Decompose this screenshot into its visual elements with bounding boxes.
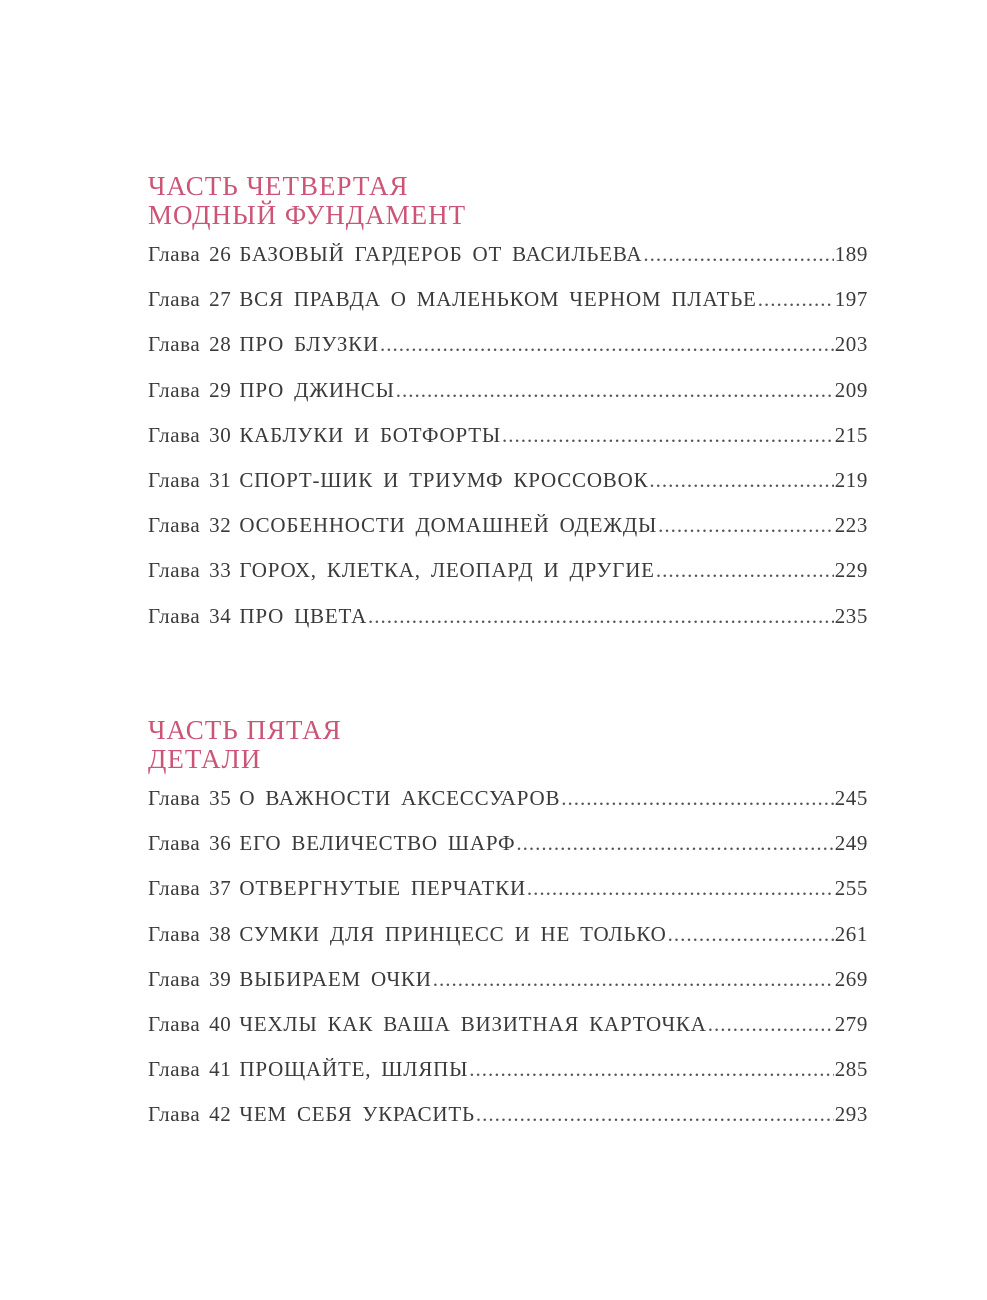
- chapter-title: О ВАЖНОСТИ АКСЕССУАРОВ: [239, 786, 561, 810]
- dot-leader: [476, 1092, 834, 1137]
- part-heading-line1: ЧАСТЬ ПЯТАЯ: [148, 715, 342, 745]
- page-number: 269: [834, 966, 868, 991]
- part-four-section: [148, 172, 868, 639]
- dot-leader: [708, 1002, 834, 1047]
- page-number: 229: [834, 558, 868, 583]
- chapter-number: Глава 40: [148, 1011, 232, 1036]
- chapter-number: Глава 30: [148, 422, 232, 447]
- chapter-title: КАБЛУКИ И БОТФОРТЫ: [239, 422, 501, 447]
- chapter-number: Глава 42: [148, 1102, 232, 1127]
- page-number: 223: [834, 513, 868, 538]
- dot-leader: [656, 548, 834, 593]
- chapter-number: Глава 26: [148, 242, 232, 266]
- toc-entry[interactable]: [148, 1047, 868, 1092]
- toc-entry[interactable]: [148, 594, 868, 639]
- page-number: 249: [834, 831, 868, 856]
- dot-leader: [516, 821, 833, 866]
- toc-entry[interactable]: [148, 458, 868, 503]
- toc-entry[interactable]: [148, 503, 868, 548]
- toc-entry[interactable]: [148, 322, 868, 367]
- dot-leader: [433, 957, 834, 1002]
- chapter-number: Глава 27: [148, 287, 232, 312]
- toc-entry[interactable]: [148, 1092, 868, 1137]
- page-number: 235: [834, 603, 868, 628]
- chapter-number: Глава 41: [148, 1057, 232, 1082]
- toc-entry[interactable]: [148, 776, 868, 821]
- page-number: 293: [834, 1102, 868, 1127]
- part-heading-line1: ЧАСТЬ ЧЕТВЕРТАЯ: [148, 171, 409, 201]
- chapter-title: СУМКИ ДЛЯ ПРИНЦЕСС И НЕ ТОЛЬКО: [239, 921, 667, 946]
- part-heading-line2: МОДНЫЙ ФУНДАМЕНТ: [148, 200, 467, 230]
- part-heading: [148, 716, 868, 774]
- chapter-title: ПРО ДЖИНСЫ: [239, 377, 395, 402]
- toc-entry[interactable]: [148, 232, 868, 277]
- chapter-number: Глава 31: [148, 467, 232, 492]
- page-number: 215: [834, 422, 868, 447]
- part-five-section: [148, 716, 868, 1138]
- chapter-title: ЧЕХЛЫ КАК ВАША ВИЗИТНАЯ КАРТОЧКА: [239, 1011, 707, 1036]
- chapter-list: [148, 232, 868, 639]
- dot-leader: [758, 277, 834, 322]
- dot-leader: [502, 413, 834, 458]
- part-heading-line2: ДЕТАЛИ: [148, 744, 262, 774]
- dot-leader: [368, 594, 834, 639]
- toc-entry[interactable]: [148, 1002, 868, 1047]
- toc-entry[interactable]: [148, 368, 868, 413]
- dot-leader: [658, 503, 834, 548]
- toc-entry[interactable]: [148, 866, 868, 911]
- chapter-number: Глава 28: [148, 332, 232, 357]
- page-number: 189: [834, 242, 868, 266]
- toc-entry[interactable]: [148, 413, 868, 458]
- page-number: 261: [834, 921, 868, 946]
- chapter-title: ПРОЩАЙТЕ, ШЛЯПЫ: [239, 1057, 469, 1082]
- toc-entry[interactable]: [148, 957, 868, 1002]
- chapter-number: Глава 35: [148, 786, 232, 810]
- dot-leader: [643, 232, 833, 277]
- page-number: 285: [834, 1057, 868, 1082]
- page-number: 255: [834, 876, 868, 901]
- chapter-title: БАЗОВЫЙ ГАРДЕРОБ ОТ ВАСИЛЬЕВА: [239, 242, 643, 266]
- chapter-title: ГОРОХ, КЛЕТКА, ЛЕОПАРД И ДРУГИЕ: [239, 558, 655, 583]
- dot-leader: [561, 776, 833, 821]
- dot-leader: [668, 912, 834, 957]
- chapter-title: СПОРТ-ШИК И ТРИУМФ КРОССОВОК: [239, 467, 649, 492]
- chapter-title: ОСОБЕННОСТИ ДОМАШНЕЙ ОДЕЖДЫ: [239, 513, 658, 538]
- chapter-title: ПРО ЦВЕТА: [239, 603, 368, 628]
- page-number: 203: [834, 332, 868, 357]
- page-number: 245: [834, 786, 868, 810]
- chapter-title: ВЫБИРАЕМ ОЧКИ: [239, 966, 432, 991]
- toc-entry[interactable]: [148, 548, 868, 593]
- dot-leader: [469, 1047, 833, 1092]
- chapter-number: Глава 36: [148, 831, 232, 856]
- chapter-number: Глава 34: [148, 603, 232, 628]
- chapter-number: Глава 38: [148, 921, 232, 946]
- page-number: 197: [834, 287, 868, 312]
- dot-leader: [396, 368, 834, 413]
- chapter-title: ЕГО ВЕЛИЧЕСТВО ШАРФ: [239, 831, 516, 856]
- chapter-list: [148, 776, 868, 1138]
- chapter-number: Глава 29: [148, 377, 232, 402]
- chapter-number: Глава 32: [148, 513, 232, 538]
- chapter-number: Глава 33: [148, 558, 232, 583]
- part-heading: [148, 172, 868, 230]
- chapter-title: ПРО БЛУЗКИ: [239, 332, 379, 357]
- chapter-title: ЧЕМ СЕБЯ УКРАСИТЬ: [239, 1102, 475, 1127]
- dot-leader: [527, 866, 834, 911]
- toc-entry[interactable]: [148, 912, 868, 957]
- dot-leader: [380, 322, 834, 367]
- chapter-title: ВСЯ ПРАВДА О МАЛЕНЬКОМ ЧЕРНОМ ПЛАТЬЕ: [239, 287, 757, 312]
- chapter-number: Глава 37: [148, 876, 232, 901]
- page-number: 279: [834, 1011, 868, 1036]
- chapter-number: Глава 39: [148, 966, 232, 991]
- page-number: 219: [834, 467, 868, 492]
- page-number: 209: [834, 377, 868, 402]
- toc-entry[interactable]: [148, 277, 868, 322]
- toc-entry[interactable]: [148, 821, 868, 866]
- chapter-title: ОТВЕРГНУТЫЕ ПЕРЧАТКИ: [239, 876, 526, 901]
- dot-leader: [649, 458, 833, 503]
